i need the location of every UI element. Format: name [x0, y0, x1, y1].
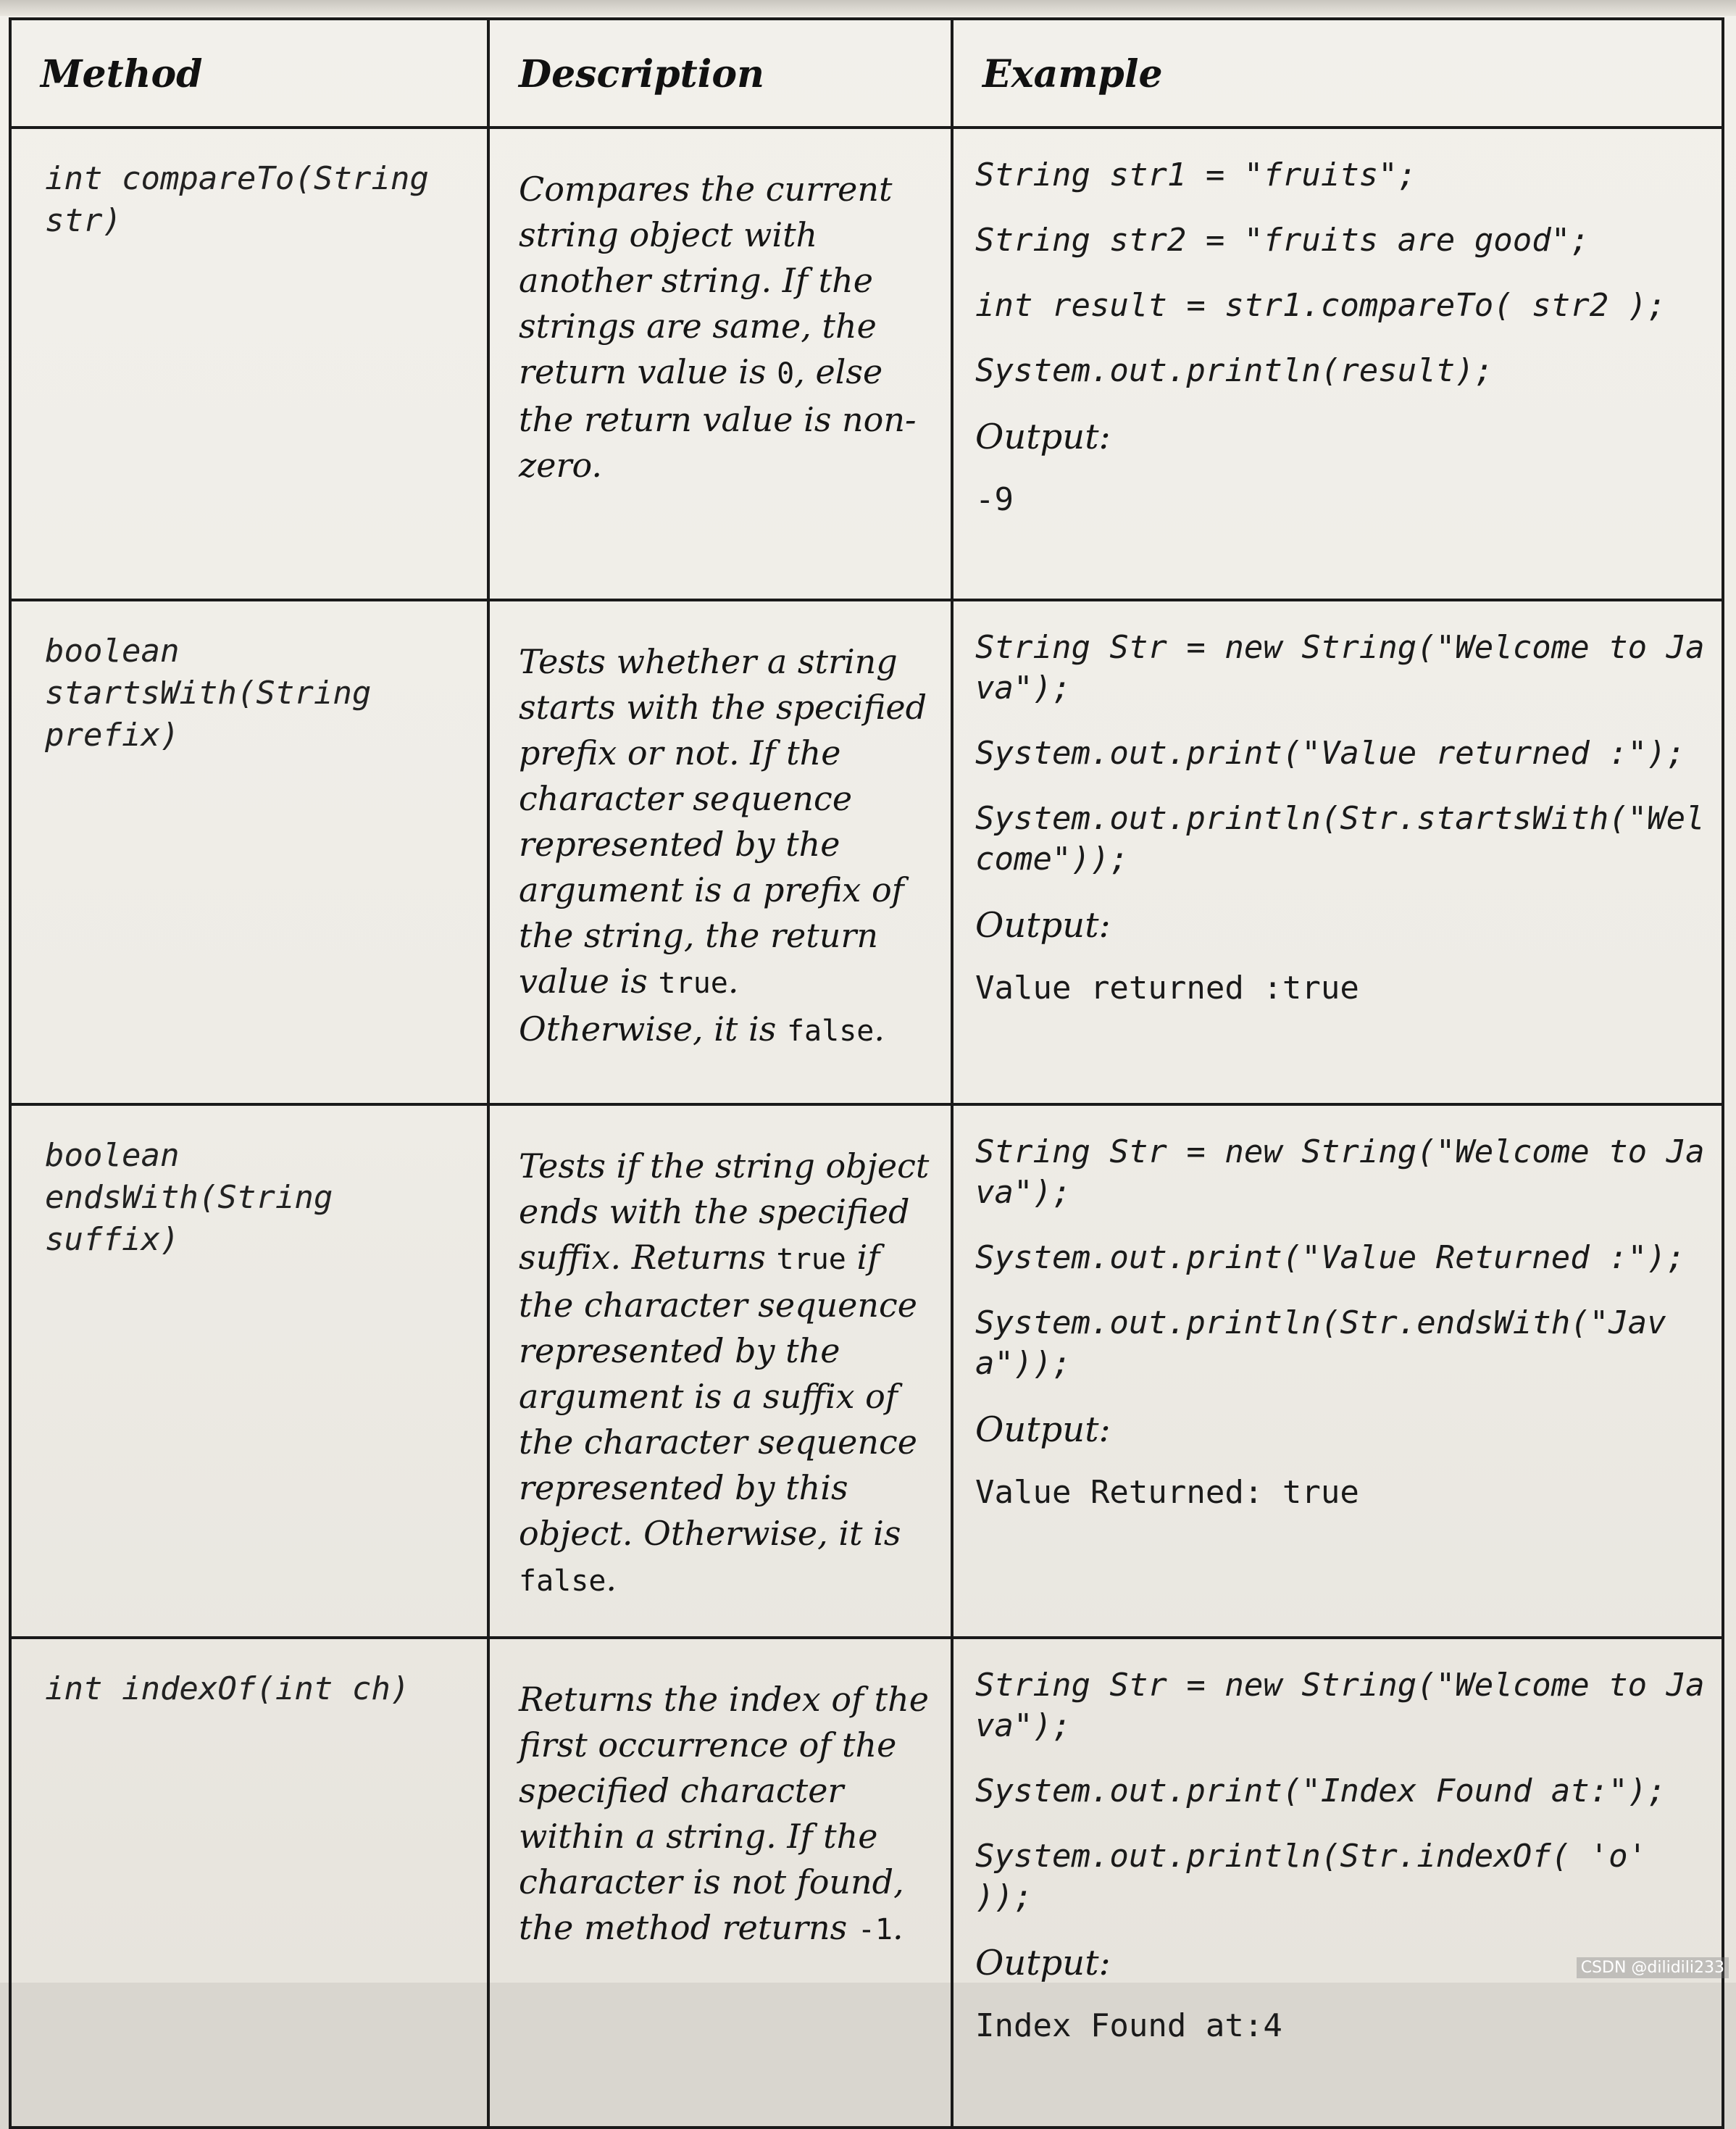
description-text: , else the return value is non-zero. [519, 352, 917, 485]
output-label: Output: [975, 417, 1111, 457]
method-example [952, 1638, 1723, 2128]
table-row [10, 600, 1723, 1104]
method-description [488, 1104, 952, 1638]
method-signature: boolean endsWith(String suffix) [10, 1104, 488, 1638]
header-method: Method [10, 19, 488, 128]
example-code-line: int result = str1.compareTo( str2 ); [975, 287, 1666, 324]
method-example [952, 1104, 1723, 1638]
example-code-line: String str2 = "fruits are good"; [975, 222, 1590, 259]
inline-code: -1 [857, 1913, 893, 1946]
table-row [10, 1104, 1723, 1638]
method-description [488, 1638, 952, 2128]
method-signature: int indexOf(int ch) [10, 1638, 488, 2128]
header-description: Description [488, 19, 952, 128]
example-code-line: System.out.println(result); [975, 352, 1494, 389]
example-code-line: String Str = new String("Welcome to Java"); [975, 1133, 1705, 1211]
output-value: Value returned :true [975, 970, 1359, 1007]
method-description [488, 600, 952, 1104]
description-text: . [606, 1559, 617, 1599]
output-value: Value Returned: true [975, 1474, 1359, 1511]
inline-code: true [776, 1243, 846, 1276]
inline-code: false [519, 1565, 606, 1598]
example-code-line: System.out.println(Str.endsWith("Java")); [975, 1304, 1666, 1382]
description-text: if the character sequence represented by the argument is a suffix of the character sequence represented by this object. Otherwise, it is [519, 1238, 918, 1553]
description-text: Compares the current string object with another string. If the strings are same, the return value is [519, 170, 893, 391]
output-label: Output: [975, 1943, 1111, 1983]
description-text: . [874, 1009, 885, 1049]
example-code-line: System.out.print("Value returned :"); [975, 735, 1686, 772]
description-text: . Otherwise, it is [519, 962, 787, 1049]
example-code-line: System.out.println(Str.indexOf( 'o' )); [975, 1838, 1666, 1915]
description-text: Tests if the string object ends with the specified suffix. Returns [519, 1146, 930, 1277]
watermark: CSDN @dilidili233 [1577, 1957, 1729, 1978]
example-code-line: System.out.println(Str.startsWith("Welcome")); [975, 800, 1705, 878]
description-text: Tests whether a string starts with the specified prefix or not. If the character sequence represented by the argument is a prefix of the string, the return value is [519, 642, 927, 1001]
description-text: Returns the index of the first occurrence of the specified character within a string. If the character is not found, the method returns [519, 1680, 930, 1947]
header-example: Example [952, 19, 1723, 128]
method-signature: int compareTo(String str) [10, 128, 488, 600]
example-code-line: String Str = new String("Welcome to Java"); [975, 1667, 1705, 1744]
example-code-line: String str1 = "fruits"; [975, 157, 1417, 193]
page-top-edge [0, 0, 1736, 16]
description-text: . [893, 1908, 904, 1947]
inline-code: false [786, 1014, 875, 1048]
table-row [10, 128, 1723, 600]
output-label: Output: [975, 1409, 1111, 1450]
output-label: Output: [975, 905, 1111, 946]
example-code-line: System.out.print("Value Returned :"); [975, 1239, 1686, 1276]
example-code-line: System.out.print("Index Found at:"); [975, 1772, 1666, 1809]
method-description [488, 128, 952, 600]
method-example [952, 128, 1723, 600]
string-methods-table [9, 17, 1724, 2129]
inline-code: true [658, 967, 728, 1000]
output-value: -9 [975, 481, 1014, 518]
table-header-row [10, 19, 1723, 128]
output-value: Index Found at:4 [975, 2007, 1282, 2044]
inline-code: 0 [777, 357, 795, 391]
example-code-line: String Str = new String("Welcome to Java"); [975, 629, 1705, 707]
method-example [952, 600, 1723, 1104]
table-row [10, 1638, 1723, 2128]
method-signature: boolean startsWith(String prefix) [10, 600, 488, 1104]
